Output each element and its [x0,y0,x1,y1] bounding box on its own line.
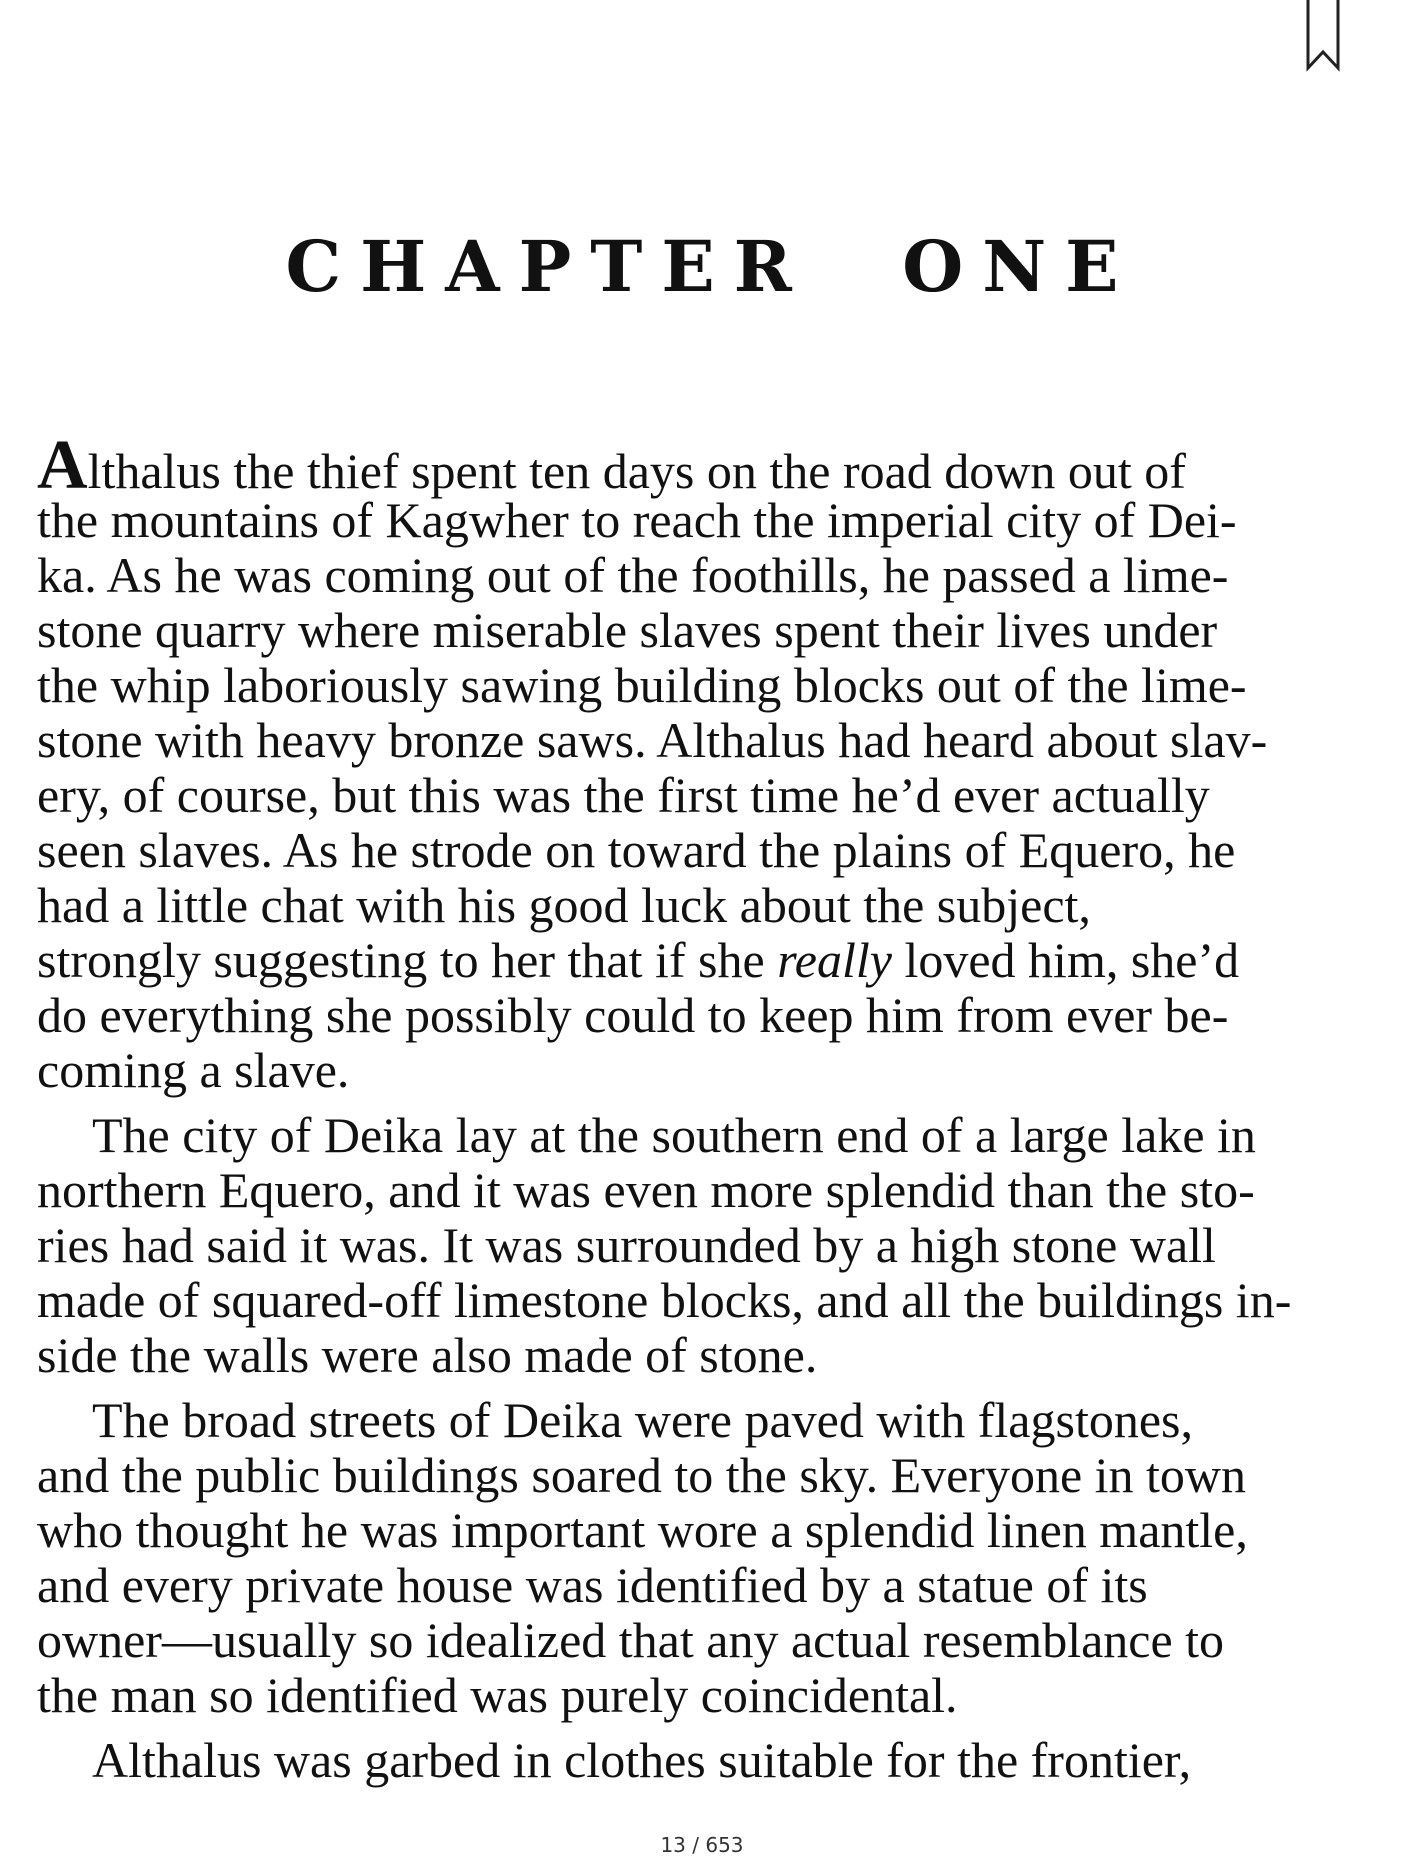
text-line: had a little chat with his good luck about the subject, [37,877,1091,933]
text-line: stone quarry where miserable slaves spent their lives under [37,602,1218,658]
emphasis: really [777,932,892,988]
page-text [37,427,1377,1798]
bookmark-icon-svg [1305,0,1341,72]
text-line: stone with heavy bronze saws. Althalus had heard about slav- [37,712,1268,768]
chapter-title: CHAPTER ONE [285,225,1138,308]
text-line: coming a slave. [37,1042,350,1098]
text-line: do everything she possibly could to keep him from ever be- [37,987,1229,1043]
text-line: made of squared-off limestone blocks, and all the buildings in- [37,1272,1292,1328]
text-line [37,427,1377,504]
drop-cap: A [37,427,88,504]
text-line: who thought he was important wore a splendid linen mantle, [37,1502,1248,1558]
text-line: the whip laboriously sawing building blocks out of the lime- [37,657,1247,713]
text-line: The city of Deika lay at the southern end of a large lake in [92,1107,1256,1163]
text-line: the mountains of Kagwher to reach the imperial city of Dei- [37,492,1237,548]
text-line: owner—usually so idealized that any actual resemblance to [37,1612,1225,1668]
text-line: ries had said it was. It was surrounded by a high stone wall [37,1217,1216,1273]
text-line: ka. As he was coming out of the foothills, he passed a lime- [37,547,1229,603]
text-line: Althalus was garbed in clothes suitable for the frontier, [92,1732,1192,1788]
text-line-content: lthalus the thief spent ten days on the road down out of [87,443,1186,499]
paragraph-1 [37,427,1377,1098]
paragraph-4 [37,1733,1377,1788]
text-line: and the public buildings soared to the sky. Everyone in town [37,1447,1247,1503]
text-line-content: loved him, she’d [891,932,1240,988]
text-line: ery, of course, but this was the first time he’d ever actually [37,767,1210,823]
text-line: side the walls were also made of stone. [37,1327,818,1383]
paragraph-3 [37,1393,1377,1723]
bookmark-icon[interactable] [1305,0,1341,72]
text-line: the man so identified was purely coincidental. [37,1667,958,1723]
text-line: northern Equero, and it was even more splendid than the sto- [37,1162,1255,1218]
paragraph-2 [37,1108,1377,1383]
text-line: The broad streets of Deika were paved with flagstones, [92,1392,1194,1448]
text-line: seen slaves. As he strode on toward the plains of Equero, he [37,822,1236,878]
page-indicator: 13 / 653 [660,1833,744,1857]
text-line [37,933,1377,988]
text-line: and every private house was identified by a statue of its [37,1557,1148,1613]
text-line-content: strongly suggesting to her that if she [37,932,778,988]
